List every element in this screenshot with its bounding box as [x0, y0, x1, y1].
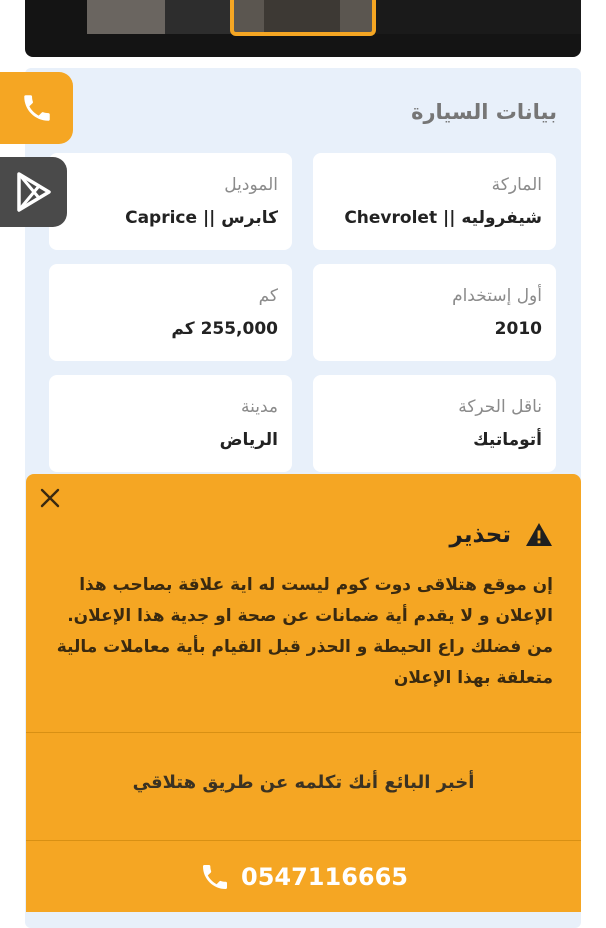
warning-title: تحذير [449, 522, 511, 548]
detail-card-brand [313, 153, 556, 250]
detail-card-model [49, 153, 292, 250]
card-label: الماركة [491, 175, 542, 195]
tell-seller-text: أخبر البائع أنك تكلمه عن طريق هتلاقي [132, 772, 475, 793]
divider [26, 732, 581, 733]
play-store-button[interactable] [0, 157, 67, 227]
close-icon [39, 487, 61, 509]
card-label: الموديل [224, 175, 278, 195]
gallery-thumb-selected[interactable] [230, 0, 376, 36]
card-value: الرياض [219, 430, 278, 450]
card-label: مدينة [240, 397, 278, 417]
warning-sheet [26, 474, 581, 912]
gallery-thumb[interactable] [87, 0, 165, 34]
warning-icon [525, 522, 553, 548]
detail-card-first-use [313, 264, 556, 361]
card-label: أول إستخدام [452, 286, 542, 306]
play-store-icon [15, 171, 53, 213]
phone-call-button[interactable] [26, 841, 581, 912]
card-value: 2010 [494, 319, 542, 339]
card-label: كم [258, 286, 278, 306]
warning-header [450, 522, 553, 548]
detail-card-transmission [313, 375, 556, 472]
image-gallery [25, 0, 581, 57]
call-button[interactable] [0, 72, 73, 144]
section-title: بيانات السيارة [411, 100, 557, 124]
gallery-thumb[interactable] [376, 0, 581, 34]
phone-number: 0547116665 [241, 862, 408, 891]
detail-card-city [49, 375, 292, 472]
warning-message: إن موقع هتلاقى دوت كوم ليست له اية علاقة بصاحب هذا الإعلان و لا يقدم أية ضمانات عن صحة او جدية هذا الإعلان. من فضلك راع الحيطة و الحذر قبل القيام بأية معاملات مالية متعلقة بهذا الإعلان [56, 575, 553, 688]
card-value: أتوماتيك [473, 430, 542, 450]
card-value: 255,000 كم [171, 319, 278, 339]
phone-icon [20, 91, 54, 125]
card-value: كابرس || Caprice [125, 208, 278, 228]
phone-icon [199, 861, 231, 893]
close-button[interactable] [38, 486, 62, 510]
gallery-thumb[interactable] [165, 0, 231, 34]
detail-card-mileage [49, 264, 292, 361]
card-label: ناقل الحركة [458, 397, 542, 417]
card-value: شيفروليه || Chevrolet [344, 208, 542, 228]
